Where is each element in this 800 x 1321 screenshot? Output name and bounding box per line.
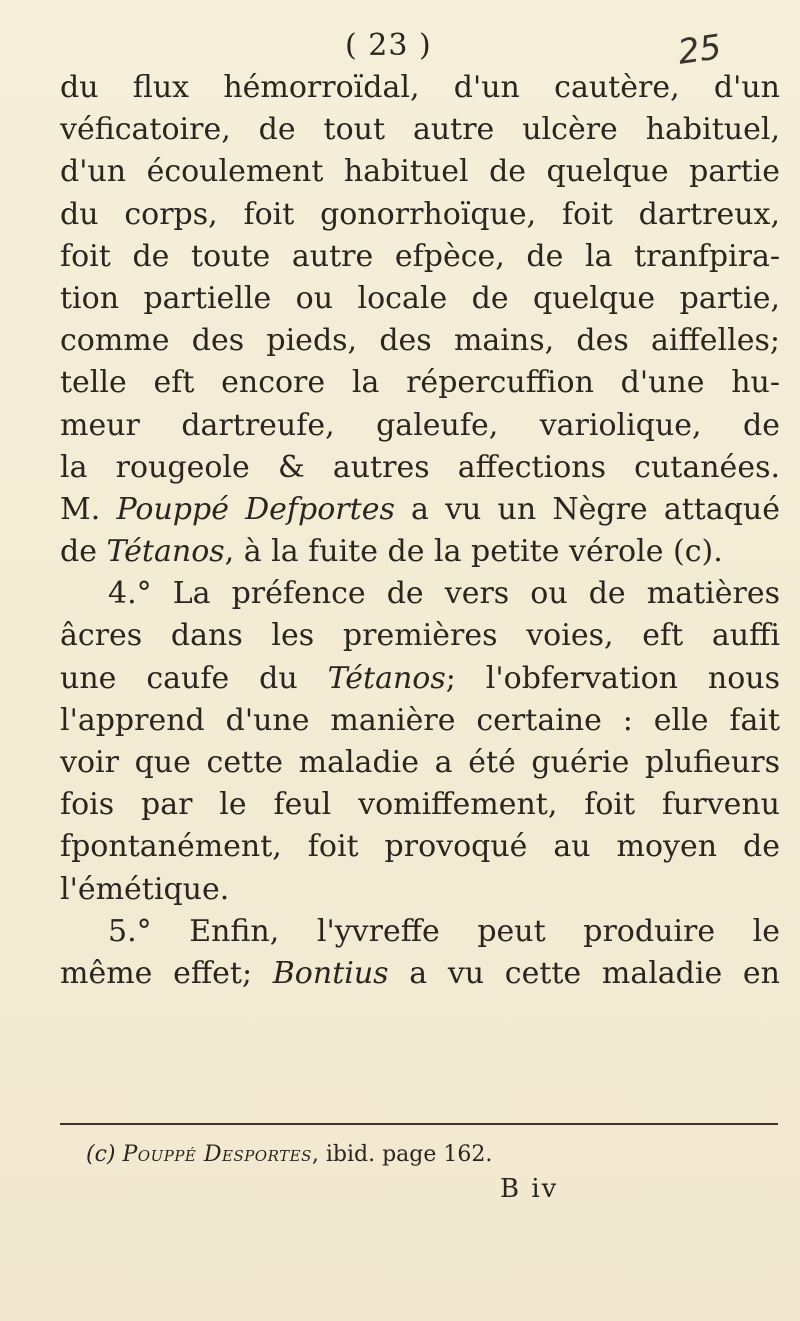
text-line: l'émétique. (60, 871, 230, 907)
text-line: la rougeole & autres affections cutanées. (60, 449, 780, 485)
text-line: véficatoire, de tout autre ulcère habituel, (60, 112, 780, 148)
text-line (60, 953, 780, 995)
text-fragment: a vu un Nègre attaqué (394, 491, 780, 527)
text-line: comme des pieds, des mains, des aiffelles; (60, 323, 780, 359)
text-line (60, 489, 780, 531)
footnote-author: Pouppé Desportes (122, 1142, 312, 1167)
footnote-divider (60, 1123, 778, 1125)
handwritten-annotation: 25 (675, 27, 724, 73)
text-line (60, 658, 780, 700)
paragraph-start: 4.° La préfence de vers ou de matières (108, 576, 780, 612)
footnote-reference: , ibid. page 162. (311, 1142, 493, 1167)
medical-term: Tétanos (106, 534, 225, 570)
text-fragment: même effet; (60, 955, 273, 991)
footnote (86, 1140, 776, 1170)
signature-mark: B iv (500, 1174, 559, 1204)
author-name: Pouppé Defportes (116, 491, 395, 527)
text-line: du corps, foit gonorrhoïque, foit dartreux, (60, 196, 780, 232)
text-line: fpontanément, foit provoqué au moyen de (60, 829, 780, 865)
author-name: Bontius (272, 955, 389, 991)
page-number: ( 23 ) (345, 28, 432, 63)
text-line: l'apprend d'une manière certaine : elle fait (60, 702, 780, 738)
footnote-marker: (c) (86, 1142, 123, 1167)
medical-term: Tétanos (327, 660, 446, 696)
text-fragment: M. (60, 491, 117, 527)
text-line: âcres dans les premières voies, eft auffi (60, 618, 780, 654)
text-fragment: , à la fuite de la petite vérole (c). (224, 534, 723, 570)
text-line (60, 531, 780, 573)
text-fragment: de (60, 534, 107, 570)
text-line: voir que cette maladie a été guérie plufieurs (60, 745, 780, 780)
text-fragment: ; l'obfervation nous (445, 660, 780, 696)
text-line: foit de toute autre efpèce, de la tranfpira- (60, 238, 780, 274)
text-line: du flux hémorroïdal, d'un cautère, d'un (60, 70, 780, 105)
text-line: meur dartreufe, galeufe, variolique, de (60, 407, 780, 443)
text-fragment: a vu cette maladie en (388, 955, 780, 991)
text-fragment: une caufe du (60, 660, 328, 696)
text-line: d'un écoulement habituel de quelque partie (60, 154, 780, 190)
text-line: tion partielle ou locale de quelque partie, (60, 280, 780, 316)
main-text (60, 67, 780, 995)
text-line: telle eft encore la répercuffion d'une hu- (60, 365, 780, 401)
text-line: fois par le feul vomiffement, foit furvenu (60, 787, 780, 823)
paragraph-start: 5.° Enfin, l'yvreffe peut produire le (108, 913, 780, 949)
